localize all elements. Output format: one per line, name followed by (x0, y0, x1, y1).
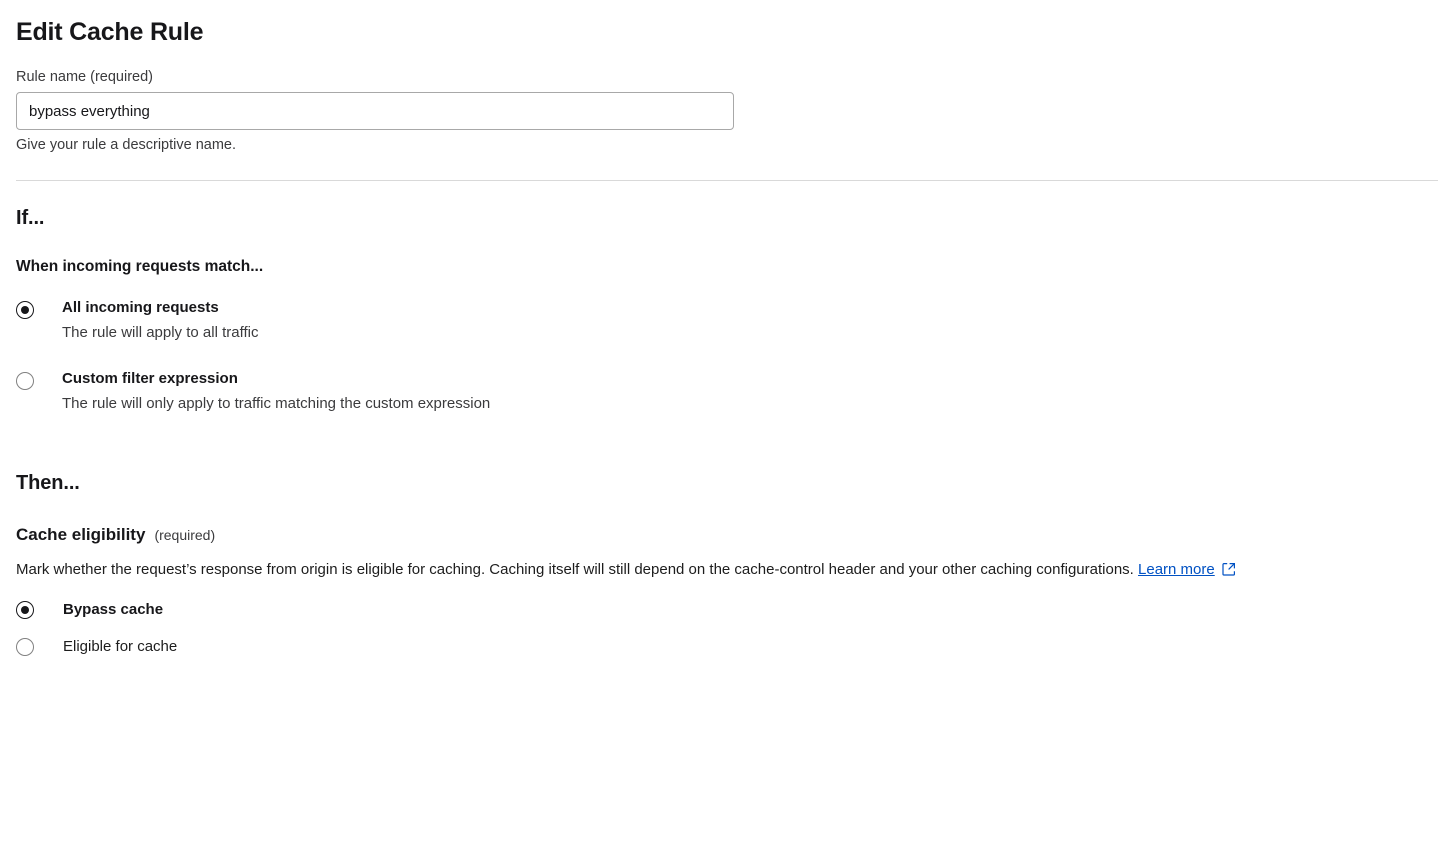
radio-icon-bypass-cache[interactable] (16, 601, 34, 619)
cache-eligibility-radio-group (16, 601, 1438, 657)
then-section-heading: Then... (16, 471, 80, 494)
radio-option-all-incoming-requests[interactable] (16, 299, 1438, 342)
match-type-radio-group (16, 299, 1438, 414)
radio-desc-all-incoming-requests: The rule will apply to all traffic (62, 323, 259, 341)
cache-eligibility-title: Cache eligibility (16, 524, 146, 544)
radio-option-custom-filter-expression[interactable] (16, 370, 1438, 413)
radio-option-eligible-for-cache[interactable] (16, 638, 1438, 657)
if-section-sub-heading: When incoming requests match... (16, 258, 264, 275)
radio-icon-custom-filter-expression[interactable] (16, 372, 34, 390)
radio-label-bypass-cache: Bypass cache (63, 601, 164, 618)
cache-eligibility-description (16, 559, 1436, 582)
external-link-icon[interactable] (1222, 561, 1236, 575)
radio-icon-all-incoming-requests[interactable] (16, 301, 34, 319)
if-section-heading: If... (16, 207, 45, 229)
radio-icon-eligible-for-cache[interactable] (16, 638, 34, 656)
cache-eligibility-description-text: Mark whether the request’s response from origin is eligible for caching. Caching itself will still depend on the cache-control header and your other caching configurations. (16, 560, 1134, 578)
cache-eligibility-header (16, 525, 1438, 545)
radio-label-all-incoming-requests: All incoming requests (62, 299, 219, 316)
radio-label-custom-filter-expression: Custom filter expression (62, 370, 238, 388)
rule-name-input[interactable] (16, 92, 734, 130)
rule-name-label: Rule name (required) (16, 69, 154, 85)
rule-name-help-text: Give your rule a descriptive name. (16, 137, 237, 153)
section-divider (16, 180, 1438, 181)
cache-eligibility-required-tag: (required) (154, 526, 216, 543)
radio-option-bypass-cache[interactable] (16, 601, 1438, 620)
page-title: Edit Cache Rule (16, 18, 204, 46)
rule-name-field-group (16, 69, 1438, 153)
learn-more-link[interactable]: Learn more (1138, 560, 1215, 578)
radio-label-eligible-for-cache: Eligible for cache (63, 637, 178, 655)
radio-desc-custom-filter-expression: The rule will only apply to traffic matching the custom expression (62, 395, 491, 412)
